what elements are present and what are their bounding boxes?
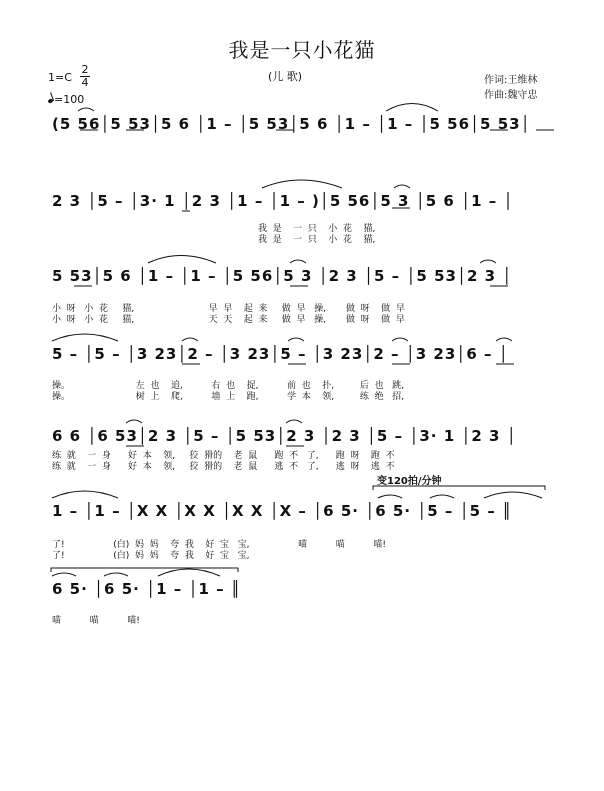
lyric-verse-2: 我 是 一 只 小 花 猫, bbox=[52, 235, 376, 245]
slur-arc bbox=[286, 420, 302, 423]
lyric-verse-1: 小 呀 小 花 猫, 早 早 起 来 做 早 操, 做 呀 做 早 bbox=[52, 304, 405, 314]
lyric-verse-1: 我 是 一 只 小 花 猫, bbox=[52, 224, 376, 234]
time-signature-bottom: 4 bbox=[81, 76, 89, 89]
slur-arc bbox=[288, 338, 304, 341]
tie-arc bbox=[386, 104, 438, 112]
notation-line: (5 56│5 53│5 6 │1 – │5 53│5 6 │1 – │1 – │5 56│5 53│ bbox=[52, 115, 531, 133]
notation-line: 6 5· │6 5· │1 – │1 – ║ bbox=[52, 580, 241, 598]
lyricist-credit: 作词:王维林 bbox=[484, 75, 538, 86]
lyric-verse-1: 了! (白) 妈 妈 夸 我 好 宝 宝, 喵 喵 喵! bbox=[52, 540, 386, 550]
slur-arc bbox=[290, 260, 306, 263]
tie-arc bbox=[52, 491, 118, 498]
lyric-verse-1: 操。 左 也 追, 右 也 捉, 前 也 扑, 后 也 跳, bbox=[52, 381, 405, 391]
slur-arc bbox=[392, 338, 408, 341]
tie-arc bbox=[262, 180, 342, 188]
tie-arc bbox=[52, 334, 118, 341]
song-title: 我是一只小花猫 bbox=[228, 38, 376, 62]
quarter-note-icon bbox=[47, 98, 53, 103]
slur-arc bbox=[378, 495, 402, 498]
lyric-verse-1: 练 就 一 身 好 本 领, 狡 猾的 老 鼠 跑 不 了, 跑 呀 跑 不 bbox=[52, 451, 395, 461]
time-signature bbox=[80, 64, 90, 89]
tie-arc bbox=[158, 569, 220, 576]
slur-arc bbox=[126, 420, 142, 423]
slur-arc bbox=[182, 338, 198, 341]
eighth-underlines bbox=[126, 211, 514, 446]
key-signature: 1=C bbox=[48, 71, 72, 84]
tie-arc bbox=[484, 492, 542, 498]
lyric-verse-1: 喵 喵 喵! bbox=[52, 616, 140, 626]
slur-arc bbox=[52, 573, 76, 576]
tempo-marking bbox=[48, 93, 84, 106]
time-signature-top: 2 bbox=[81, 63, 89, 76]
notation-line: 5 – │5 – │3 23│2 – │3 23│5 – │3 23│2 – │3 23│6 – │ bbox=[52, 345, 509, 363]
slur-arc bbox=[480, 260, 496, 263]
lyric-verse-2: 了! (白) 妈 妈 夸 我 好 宝 宝, bbox=[52, 551, 250, 561]
lyric-verse-2: 练 就 一 身 好 本 领, 狡 猾的 老 鼠 逃 不 了, 逃 呀 逃 不 bbox=[52, 462, 395, 472]
slur-arc bbox=[78, 108, 94, 111]
lyric-verse-2: 操。 树 上 爬, 墙 上 跑, 学 本 领, 练 绝 招, bbox=[52, 392, 405, 402]
notation-line: 1 – │1 – │X X │X X │X X │X – │6 5· │6 5· │5 – │5 – ║ bbox=[52, 502, 513, 520]
slur-arc bbox=[430, 495, 454, 498]
composer-credit: 作曲:魏守忠 bbox=[484, 90, 538, 101]
tempo-change-marking: 变120拍/分钟 bbox=[377, 476, 442, 487]
song-subtitle: (儿 歌) bbox=[268, 70, 303, 83]
slur-arc bbox=[394, 185, 410, 188]
notation-line: 6 6 │6 53│2 3 │5 – │5 53│2 3 │2 3 │5 – │3· 1 │2 3 │ bbox=[52, 427, 517, 445]
notation-line: 2 3 │5 – │3· 1 │2 3 │1 – │1 – )│5 56│5 3 │5 6 │1 – │ bbox=[52, 192, 514, 210]
notation-line: 5 53│5 6 │1 – │1 – │5 56│5 3 │2 3 │5 – │5 53│2 3 │ bbox=[52, 267, 513, 285]
slur-arc bbox=[104, 573, 128, 576]
tempo-bracket bbox=[51, 568, 238, 572]
tie-arc bbox=[148, 256, 216, 264]
tempo-value: =100 bbox=[54, 93, 85, 106]
slur-arc bbox=[496, 338, 512, 341]
lyric-verse-2: 小 呀 小 花 猫, 天 天 起 来 做 早 操, 做 呀 做 早 bbox=[52, 315, 405, 325]
